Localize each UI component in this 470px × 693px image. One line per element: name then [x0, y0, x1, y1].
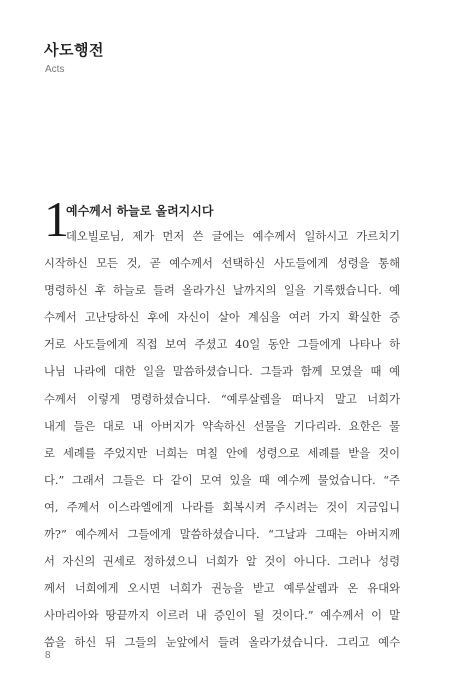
- body-line: 시작하신 모든 것, 곧 예수께서 선택하신 사도들에게 성령을 통해: [44, 257, 400, 271]
- chapter-number: 1: [44, 191, 69, 247]
- body-line: 거로 사도들에게 직접 보여 주셨고 40일 동안 그들에게 나타나 하: [44, 338, 400, 352]
- body-line: 다.” 그래서 그들은 다 같이 모여 있을 때 예수께 물었습니다. “주: [44, 473, 400, 487]
- body-line: 데오빌로님, 제가 먼저 쓴 글에는 예수께서 일하시고 가르치기: [66, 230, 400, 243]
- body-line: 로 세례를 주었지만 너희는 며칠 안에 성령으로 세례를 받을 것이: [44, 446, 400, 460]
- body-text: [44, 223, 400, 657]
- body-line: 여, 주께서 이스라엘에게 나라를 회복시켜 주시려는 것이 지금입니: [44, 500, 400, 514]
- body-line: 씀을 하신 뒤 그들의 눈앞에서 들려 올라가셨습니다. 그리고 예수: [44, 636, 400, 650]
- page-number: 8: [45, 650, 51, 661]
- book-title: 사도행전: [44, 41, 104, 59]
- body-line: 사마리아와 땅끝까지 이르러 내 증인이 될 것이다.” 예수께서 이 말: [44, 609, 400, 623]
- body-line: 까?” 예수께서 그들에게 말씀하셨습니다. “그날과 그때는 아버지께: [44, 528, 400, 542]
- body-line: 수께서 고난당하신 후에 자신이 살아 계심을 여러 가지 확실한 증: [44, 311, 400, 325]
- body-line: 나님 나라에 대한 일을 말씀하셨습니다. 그들과 함께 모였을 때 예: [44, 365, 400, 379]
- body-line: 내게 들은 대로 내 아버지가 약속하신 선물을 기다리라. 요한은 물: [44, 419, 400, 433]
- section-heading: 예수께서 하늘로 올려지시다: [66, 204, 214, 218]
- body-line: 명령하신 후 하늘로 들려 올라가신 날까지의 일을 기록했습니다. 예: [44, 284, 400, 298]
- body-line: 서 자신의 권세로 정하셨으니 너희가 알 것이 아니다. 그러나 성령: [44, 555, 400, 569]
- book-subtitle: Acts: [45, 64, 65, 75]
- body-line: 께서 너희에게 오시면 너희가 권능을 받고 예루살렘과 온 유대와: [44, 582, 400, 596]
- body-line: 수께서 이렇게 명령하셨습니다. “예루살렘을 떠나지 말고 너희가: [44, 392, 400, 406]
